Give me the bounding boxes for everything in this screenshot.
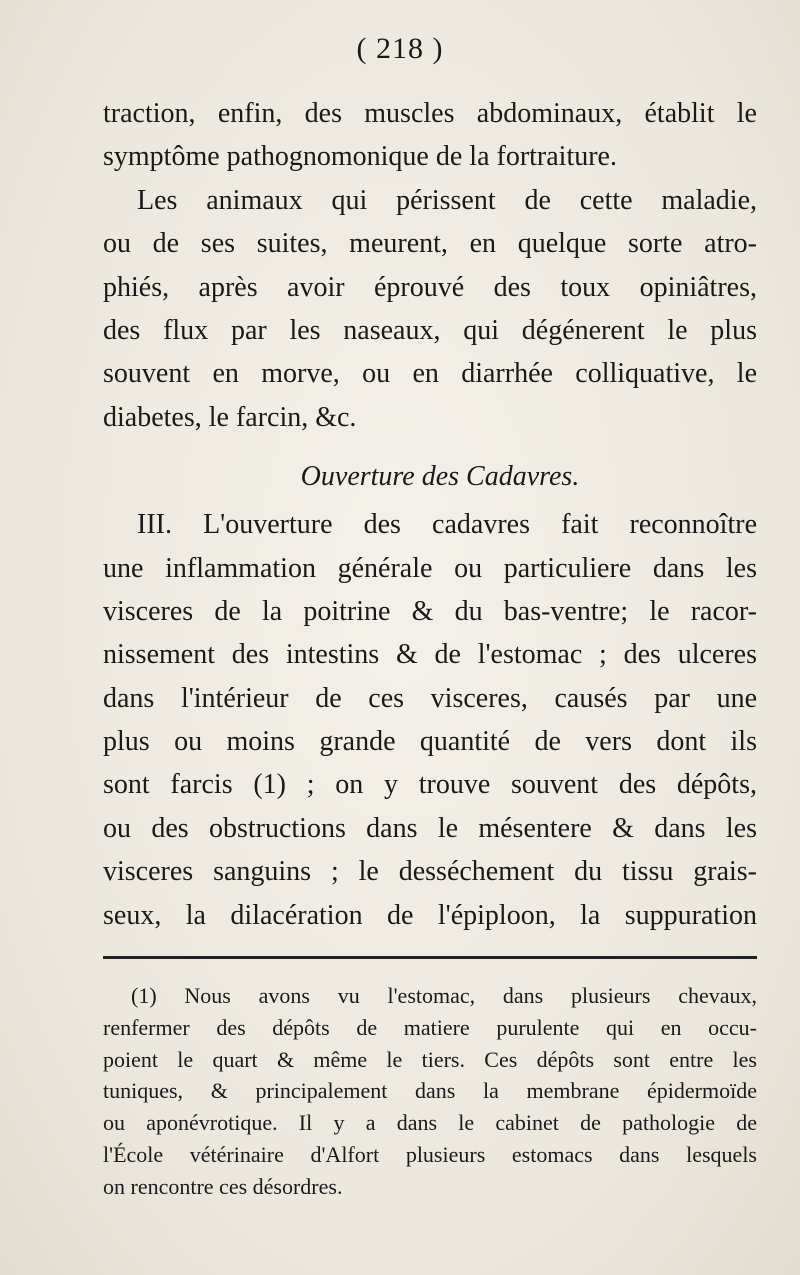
- text-line: visceres de la poitrine & du bas-ventre; le racor-: [103, 595, 757, 627]
- footnote-line: ou aponévrotique. Il y a dans le cabinet de pathologie de: [103, 1110, 757, 1136]
- text-line: une inflammation générale ou particuliere dans les: [103, 552, 757, 584]
- text-line: ou de ses suites, meurent, en quelque sorte atro-: [103, 228, 757, 260]
- text-line: ou des obstructions dans le mésentere & dans les: [103, 812, 757, 844]
- footnote-line: l'École vétérinaire d'Alfort plusieurs estomacs dans lesquels: [103, 1141, 757, 1167]
- page-number: ( 218 ): [356, 32, 444, 65]
- section-heading: Ouverture des Cadavres.: [300, 461, 580, 493]
- text-line: symptôme pathognomonique de la fortraiture.: [103, 141, 617, 173]
- paragraph-3: [103, 503, 757, 937]
- text-line: dans l'intérieur de ces visceres, causés par une: [103, 682, 757, 714]
- footnote-line: tuniques, & principalement dans la membrane épidermoïde: [103, 1078, 757, 1104]
- text-line: des flux par les naseaux, qui dégénerent le plus: [103, 314, 757, 346]
- text-line: nissement des intestins & de l'estomac ; des ulceres: [103, 639, 757, 671]
- text-line: plus ou moins grande quantité de vers dont ils: [103, 726, 757, 758]
- text-line: III. L'ouverture des cadavres fait reconnoître: [137, 509, 757, 541]
- footnote-line: renfermer des dépôts de matiere purulente qui en occu-: [103, 1014, 757, 1040]
- paragraph-2: [103, 179, 757, 439]
- text-line: phiés, après avoir éprouvé des toux opiniâtres,: [103, 271, 757, 303]
- footnote-line: on rencontre ces désordres.: [103, 1173, 343, 1199]
- text-line: sont farcis (1) ; on y trouve souvent des dépôts,: [103, 769, 757, 801]
- footnote: [103, 980, 757, 1203]
- footnote-divider: [103, 956, 757, 959]
- text-line: visceres sanguins ; le desséchement du tissu grais-: [103, 856, 757, 888]
- footnote-line: (1) Nous avons vu l'estomac, dans plusieurs chevaux,: [131, 983, 757, 1008]
- text-line: traction, enfin, des muscles abdominaux, établit le: [103, 98, 757, 129]
- text-line: souvent en morve, ou en diarrhée colliquative, le: [103, 358, 757, 390]
- text-line: seux, la dilacération de l'épiploon, la suppuration: [103, 899, 757, 931]
- text-line: Les animaux qui périssent de cette maladie,: [137, 184, 757, 216]
- body-text: [103, 92, 757, 937]
- footnote-line: poient le quart & même le tiers. Ces dépôts sont entre les: [103, 1046, 757, 1072]
- paragraph-1: [103, 92, 757, 179]
- text-line: diabetes, le farcin, &c.: [103, 401, 357, 433]
